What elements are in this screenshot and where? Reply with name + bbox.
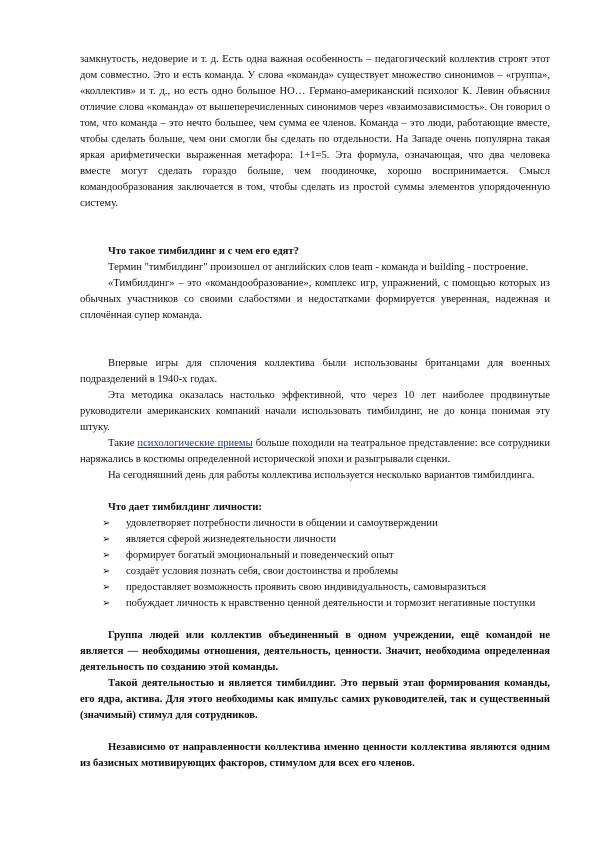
list-item-text: побуждает личность к нравственно ценной деятельности и тормозит негативные поступки xyxy=(126,598,536,609)
closing-paragraph-3: Независимо от направленности коллектива именно ценности коллектива являются одним из базисных мотивирующих факторов, стимулом для всех его членов. xyxy=(80,742,550,769)
list-item-text: создаёт условия познать себя, свои достоинства и проблемы xyxy=(126,566,399,577)
history-paragraph-4: На сегодняшний день для работы коллектива используется несколько вариантов тимбилдинга. xyxy=(108,470,535,481)
list-item-text: является сферой жизнедеятельности личности xyxy=(126,534,337,545)
arrow-bullet-icon: ➢ xyxy=(102,534,111,545)
list-item-text: предоставляет возможность проявить свою индивидуальность, самовыразиться xyxy=(126,582,486,593)
spacer xyxy=(80,212,550,228)
list-item xyxy=(80,580,550,596)
arrow-bullet-icon: ➢ xyxy=(102,518,111,529)
list-item-text: формирует богатый эмоциональный и поведенческий опыт xyxy=(126,550,394,561)
spacer xyxy=(80,612,550,628)
document-body xyxy=(80,52,550,772)
spacer xyxy=(80,724,550,740)
spacer xyxy=(80,324,550,340)
history-text-end: больше походили на театральное представление: все сотрудники наряжались в костюмы определенной исторической эпохи и разыгрывали сценки. xyxy=(80,438,551,465)
arrow-bullet-icon: ➢ xyxy=(102,582,111,593)
list-item xyxy=(80,564,550,580)
section-heading-benefits: Что дает тимбилдинг личности: xyxy=(108,502,262,513)
psychological-techniques-link[interactable]: психологические приемы xyxy=(137,438,253,449)
arrow-bullet-icon: ➢ xyxy=(102,598,111,609)
list-item-text: удовлетворяет потребности личности в общении и самоутверждении xyxy=(126,518,438,529)
list-item xyxy=(80,532,550,548)
spacer xyxy=(80,340,550,356)
spacer xyxy=(80,228,550,244)
history-paragraph-2: Эта методика оказалась настолько эффективной, что через 10 лет наиболее продвинутые руководители американских компаний начали использовать тимбилдинг, не до конца понимая эту штуку. xyxy=(80,390,550,433)
benefits-list xyxy=(80,516,550,612)
history-paragraph-3 xyxy=(80,436,550,468)
term-definition-paragraph: Термин "тимбилдинг" произошел от английских слов team - команда и building - построение. xyxy=(108,262,529,273)
arrow-bullet-icon: ➢ xyxy=(102,550,111,561)
list-item xyxy=(80,548,550,564)
arrow-bullet-icon: ➢ xyxy=(102,566,111,577)
closing-paragraph-1: Группа людей или коллектив объединенный в одном учреждении, ещё командой не является — необходимы отношения, деятельность, ценности. Значит, необходима определенная деятельность по созданию этой команды. xyxy=(80,630,550,673)
history-paragraph-1: Впервые игры для сплочения коллектива были использованы британцами для военных подразделений в 1940-х годах. xyxy=(80,358,550,385)
closing-paragraph-2: Такой деятельностью и является тимбилдинг. Это первый этап формирования команды, его ядра, актива. Для этого необходимы как импульс самих руководителей, так и существенный (значимый) стимул для сотрудников. xyxy=(80,678,550,721)
list-item xyxy=(80,516,550,532)
section-heading-what-is-teambuilding: Что такое тимбилдинг и с чем его едят? xyxy=(108,246,299,257)
intro-paragraph: замкнутость, недоверие и т. д. Есть одна важная особенность – педагогический коллектив строят этот дом совместно. Это и есть команда. У слова «команда» существует множество синонимов – «группа», «коллектив» и т. д., но есть одно большое НО… Германо-американский психолог К. Левин объяснил отличие слова «команда» от вышеперечисленных синонимов через «взаимозависимость». Он говорил о том, что команда – это нечто большее, чем сумма ее членов. Команда – это люди, работающие вместе, чтобы сделать больше, чем они смогли бы сделать по отдельности. На Западе очень популярна такая яркая арифметически выраженная метафора: 1+1=5. Эта формула, означающая, что два человека вместе могут сделать гораздо больше, чем поодиночке, хорошо воспринимается. Смысл командообразования заключается в том, чтобы сделать из простой суммы элементов упорядоченную систему. xyxy=(80,54,550,209)
teambuilding-definition-paragraph: «Тимбилдинг» – это «командообразование», комплекс игр, упражнений, с помощью которых из обычных участников со своими слабостями и недостатками формируется уверенная, надежная и сплочённая супер команда. xyxy=(80,278,550,321)
history-text-start: Такие xyxy=(108,438,138,449)
list-item xyxy=(80,596,550,612)
spacer xyxy=(80,484,550,500)
